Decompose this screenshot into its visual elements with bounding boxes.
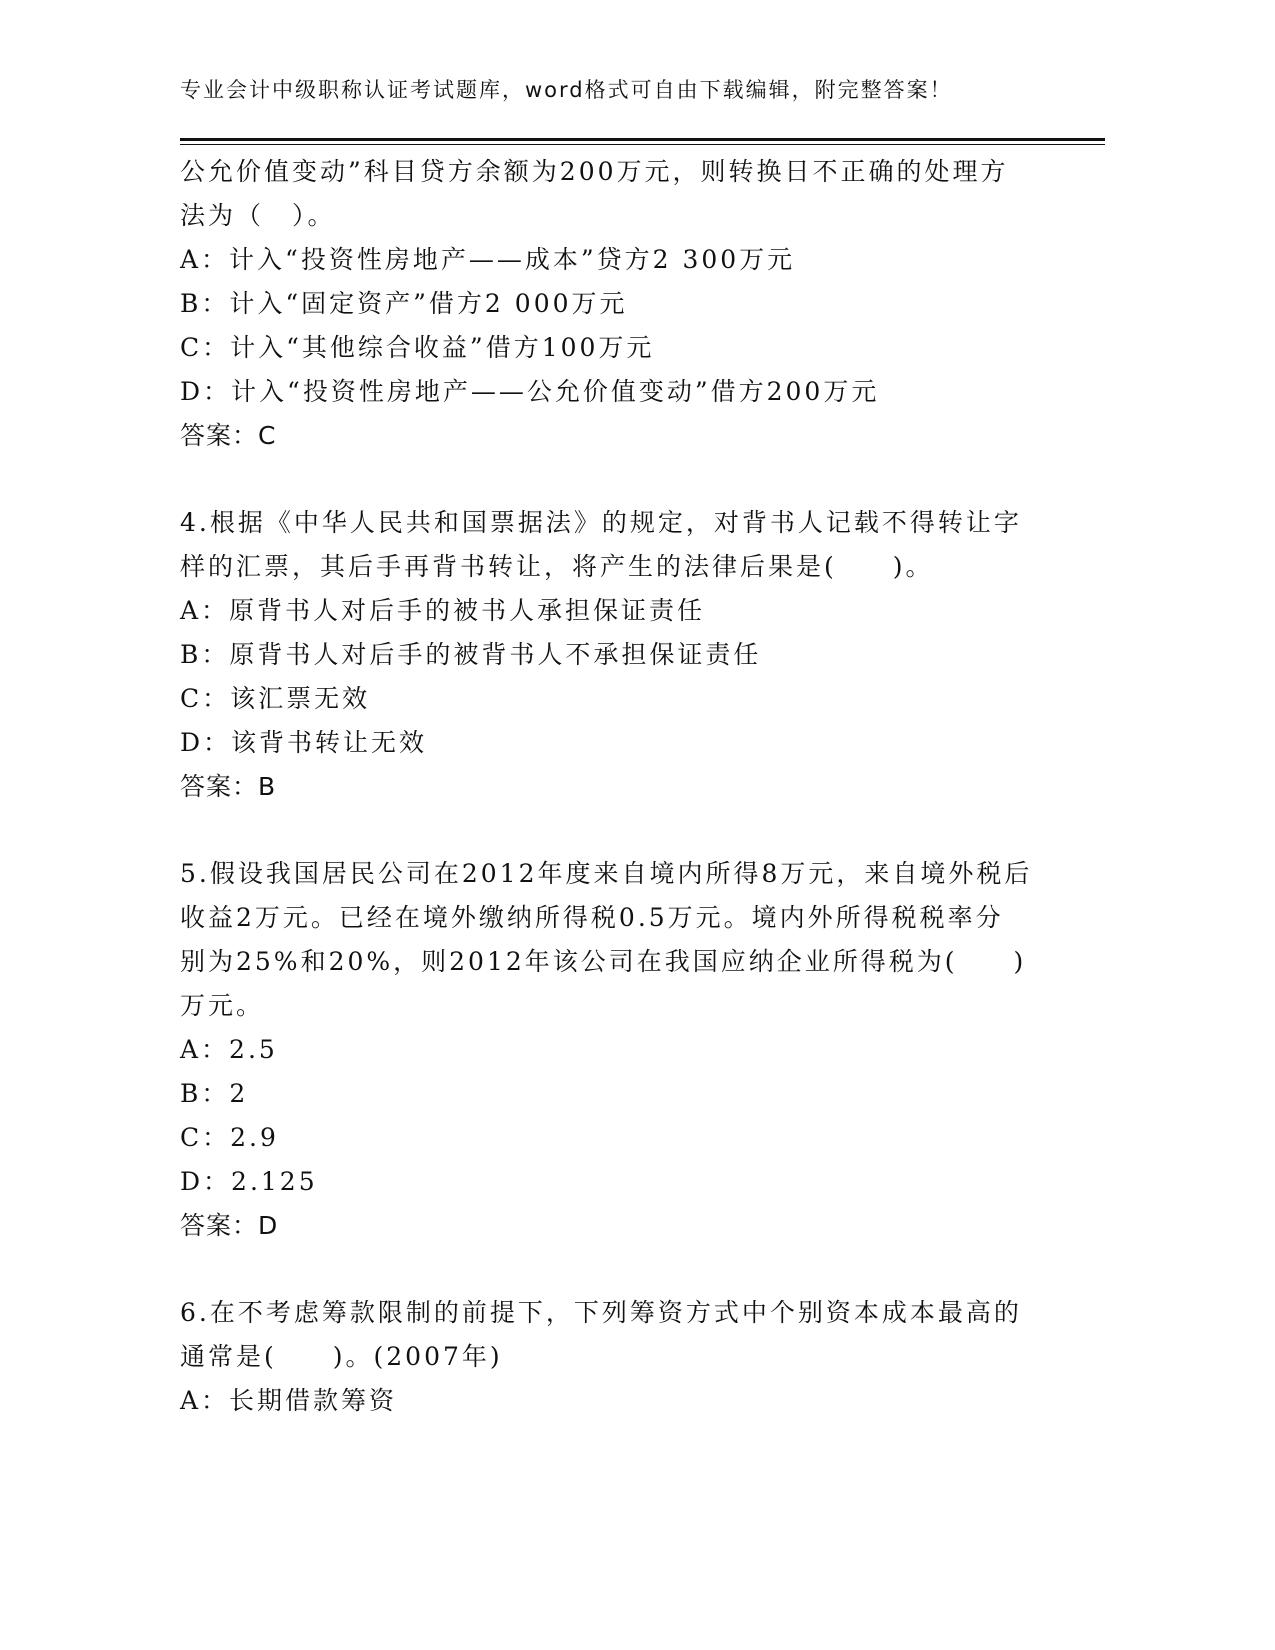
question-3 <box>180 150 1040 458</box>
spacer <box>180 809 1040 852</box>
question-6 <box>180 1291 1040 1423</box>
option-c: C：该汇票无效 <box>180 684 371 713</box>
question-stem-line: 6.在不考虑筹款限制的前提下，下列筹资方式中个别资本成本最高的 <box>180 1298 1022 1327</box>
question-stem-line: 法为（ ）。 <box>180 201 336 230</box>
header-rule-thin <box>180 144 1105 145</box>
question-4 <box>180 501 1040 809</box>
answer: 答案：C <box>180 421 277 450</box>
option-a: A：长期借款筹资 <box>180 1386 398 1415</box>
question-stem-line: 4.根据《中华人民共和国票据法》的规定，对背书人记载不得转让字 <box>180 508 1022 537</box>
question-stem-line: 通常是( )。(2007年) <box>180 1342 503 1371</box>
header-rule-thick <box>180 138 1105 141</box>
question-stem-line: 别为25%和20%，则2012年该公司在我国应纳企业所得税为( ) <box>180 947 1027 976</box>
option-b: B：原背书人对后手的被背书人不承担保证责任 <box>180 640 762 669</box>
question-stem-line: 收益2万元。已经在境外缴纳所得税0.5万元。境内外所得税税率分 <box>180 903 1004 932</box>
question-stem-line: 5.假设我国居民公司在2012年度来自境内所得8万元，来自境外税后 <box>180 859 1033 888</box>
option-c: C：2.9 <box>180 1123 279 1152</box>
answer: 答案：B <box>180 772 277 801</box>
question-stem-line: 公允价值变动”科目贷方余额为200万元，则转换日不正确的处理方 <box>180 157 1009 186</box>
spacer <box>180 1248 1040 1291</box>
answer: 答案：D <box>180 1211 279 1240</box>
option-a: A：2.5 <box>180 1035 278 1064</box>
option-c: C：计入“其他综合收益”借方100万元 <box>180 333 655 362</box>
option-a: A：计入“投资性房地产——成本”贷方2 300万元 <box>180 245 796 274</box>
option-d: D：该背书转让无效 <box>180 728 428 757</box>
page-header: 专业会计中级职称认证考试题库，word格式可自由下载编辑，附完整答案！ <box>180 78 953 102</box>
option-a: A：原背书人对后手的被书人承担保证责任 <box>180 596 706 625</box>
question-5 <box>180 852 1040 1248</box>
question-stem-line: 万元。 <box>180 991 265 1020</box>
question-content <box>180 150 1040 1423</box>
option-b: B：计入“固定资产”借方2 000万元 <box>180 289 628 318</box>
question-stem-line: 样的汇票，其后手再背书转让，将产生的法律后果是( )。 <box>180 552 934 581</box>
option-b: B：2 <box>180 1079 249 1108</box>
spacer <box>180 458 1040 501</box>
option-d: D：2.125 <box>180 1167 318 1196</box>
option-d: D：计入“投资性房地产——公允价值变动”借方200万元 <box>180 377 880 406</box>
